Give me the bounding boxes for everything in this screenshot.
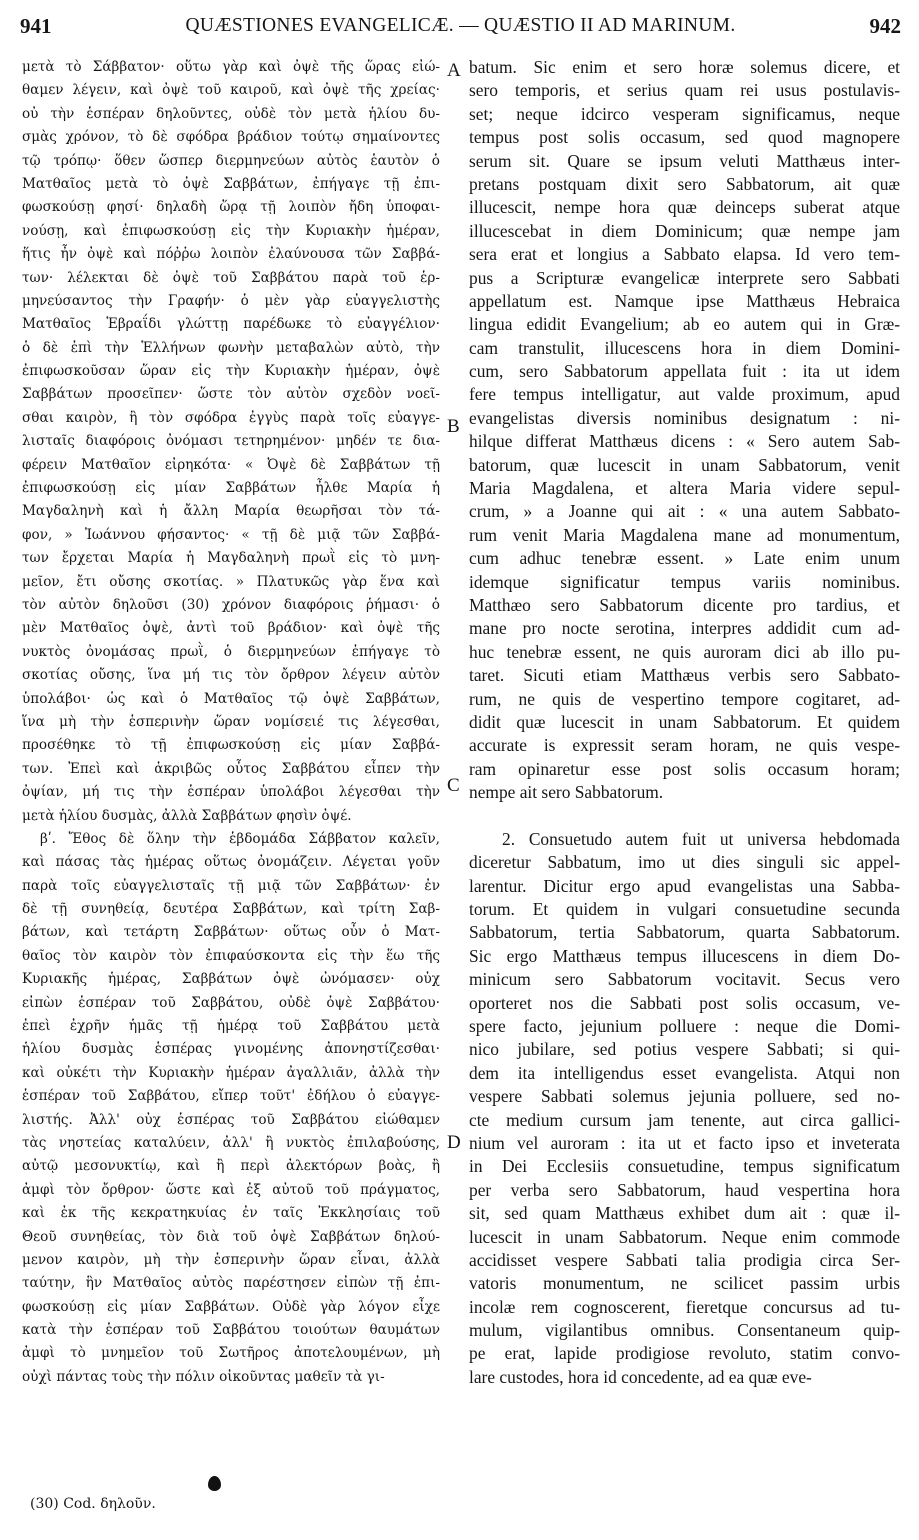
greek-text-line: λισταῖς διαφόροις ὀνόμασι τετηρημένον· μηδέν τε δια- [22, 433, 440, 450]
page-number-left: 941 [20, 14, 52, 38]
latin-text-line: pus a Scripturæ evangelicæ interprete sero Sabbati [469, 267, 900, 288]
latin-text-line: set; neque idcirco vesperam significamus, neque [469, 103, 900, 124]
latin-text-line: Sabbatorum, tertia Sabbatorum, quarta Sabbatorum. [469, 922, 900, 943]
latin-text-line: serum sit. Quare se ipsum veluti Matthæus inter- [469, 150, 900, 171]
greek-text-line: νυκτὸς ὀνομάσας πρωῒ, ὁ διερμηνεύων ἐπήγαγε τὸ [22, 643, 440, 660]
latin-text-line: dem ita intelligendus esset evangelista. Atqui non [469, 1062, 900, 1083]
greek-text-line: εἰπὼν ἑσπέραν τοῦ Σαββάτου, οὐδὲ ὀψὲ Σαββάτου· [22, 994, 440, 1011]
greek-text-line: τῷ τρόπῳ· ὅθεν ὥσπερ διερμηνεύων αὐτὸς ἑαυτὸν ὁ [22, 152, 440, 169]
greek-text-line: ἵνα μὴ τὴν ἑσπερινὴν ὥραν νομίσειέ τις λέγεσθαι, [22, 713, 440, 730]
greek-text-line: σμὰς χρόνον, τὸ δὲ σφόδρα βράδιον τούτῳ σημαίνοντες [22, 129, 440, 146]
greek-text-line: φέρειν Ματθαῖον εἰρηκότα· « Ὀψὲ δὲ Σαββάτων τῇ [22, 456, 440, 473]
greek-text-line: των. Ἐπεὶ καὶ ἀκριβῶς οὗτος Σαββάτου εἶπεν τὴν [22, 760, 440, 777]
latin-text-line: ram opinaretur esse post solis occasum horam; [469, 758, 900, 779]
greek-text-line: ὑπολάβοι· ὡς καὶ ὁ Ματθαῖος τῷ ὀψὲ Σαββάτων, [22, 690, 440, 707]
greek-text-line: ἀμφὶ τὸν ὄρθρον· ὥστε καὶ ἐξ αὐτοῦ τοῦ πράγματος, [22, 1181, 440, 1198]
latin-column [469, 56, 900, 1389]
greek-text-line: των ἔρχεται Μαρία ἡ Μαγδαληνὴ πρωῒ εἰς τὸ μνη- [22, 550, 440, 567]
latin-text-line: Matthæo sero Sabbatorum dicente pro tardius, et [469, 594, 900, 615]
greek-text-line: νούσῃ, καὶ ἐπιφωσκούσῃ εἰς τὴν Κυριακὴν ἡμέραν, [22, 222, 440, 239]
greek-text-line: Ματθαῖος Ἑβραΐδι γλώττῃ παρέδωκε τὸ εὐαγγέλιον· [22, 316, 440, 333]
latin-text-line: mulum, vigilantibus omnibus. Consentaneum quip- [469, 1320, 900, 1341]
greek-text-line: σθαι καιρὸν, ἢ τὸν σφόδρα ἐγγὺς παρὰ τοῖς εὐαγγε- [22, 409, 440, 426]
latin-text-line: lare custodes, hora id concedente, ad ea quæ eve- [469, 1366, 812, 1387]
greek-text-line: οὐ τὴν ἑσπέραν δηλοῦντες, οὐδὲ τὸν μετὰ ἡλίου δυ- [22, 105, 440, 122]
ink-blot [208, 1476, 221, 1491]
latin-text-line: idemque significatur tempus variis nominibus. [469, 571, 900, 592]
latin-text-line: huc tenebræ essent, ne quis auroram dici ab illo pu- [469, 641, 900, 662]
running-title: QUÆSTIONES EVANGELICÆ. — QUÆSTIO II AD MARINUM. [185, 15, 736, 36]
greek-text-line: λιστής. Ἀλλ' οὐχ ἑσπέρας τοῦ Σαββάτου εἰώθαμεν [22, 1111, 440, 1128]
greek-text-line: ἐπεὶ ἐχρῆν ἡμᾶς τῇ ἡμέρᾳ τοῦ Σαββάτου μετὰ [22, 1018, 440, 1035]
greek-text-line: Κυριακῆς ἡμέρας, Σαββάτων ὀψὲ ὠνόμασεν· οὐχ [22, 971, 440, 988]
latin-text-line: mane pro nocte serotina, interpres addidit cum ad- [469, 618, 900, 639]
latin-text-line: per verba sero Sabbatorum, haud vespertina hora [469, 1179, 900, 1200]
latin-text-line: crum, » a Joanne qui ait : « una autem Sabbato- [469, 501, 900, 522]
latin-text-line: lucescit in unam Sabbatorum. Neque enim commode [469, 1226, 900, 1247]
greek-text-line: παρὰ τοῖς εὐαγγελισταῖς τῇ μιᾷ τῶν Σαββάτων· ἐν [22, 877, 440, 894]
greek-text-line: Θεοῦ συνηθείας, τὸν διὰ τοῦ ὀψὲ Σαββάτων δηλού- [22, 1228, 440, 1245]
latin-text-line: Sic ergo Matthæus tempus illucescens in diem Do- [469, 945, 900, 966]
latin-text-line: lingua edidit Evangelium; ab eo autem qui in Græ- [469, 314, 900, 335]
greek-column [22, 56, 440, 1389]
page-header [20, 14, 901, 42]
greek-text-line: ὀψίαν, μή τις τὴν ἑσπέραν ὑπολάβοι λέγεσθαι τὴν [22, 784, 440, 801]
paragraph-gap [469, 805, 900, 828]
latin-text-line: illucescebat in diem Dominicum; quæ nempe jam [469, 220, 900, 241]
latin-text-line: illucescit, nempe hora quæ deinceps suberat atque [469, 197, 900, 218]
greek-text-line: οὐχὶ πάντας τοὺς τὴν πόλιν οἰκοῦντας μαθεῖν τὰ γι- [22, 1368, 385, 1385]
latin-text-line: pretans postquam dixit sero Sabbatorum, ait quæ [469, 173, 900, 194]
latin-text-line: didit quæ lucescit in unam Sabbatorum. Et quidem [469, 711, 900, 732]
latin-text-line: sera erat et longius a Sabbato elapsa. Id vero tem- [469, 244, 900, 265]
footnote: (30) Cod. δηλοῦν. [30, 1496, 156, 1512]
latin-text-line: cam transtulit, illucescens hora in diem Domini- [469, 337, 900, 358]
greek-text-line: καὶ ἐκ τῆς κεκρατηκυίας ἐν ταῖς Ἐκκλησίαις τοῦ [22, 1205, 440, 1222]
greek-text-line: φωσκούσῃ φησί· δηλαδὴ ὥρᾳ τῇ λοιπὸν ἤδη ὑποφαι- [22, 199, 440, 216]
greek-text-line: δὲ τῇ συνηθείᾳ, δευτέρα Σαββάτων, καὶ τρίτη Σαβ- [22, 901, 440, 918]
margin-letter-d: D [447, 1132, 461, 1153]
latin-text-line: cum adhuc tenebræ essent. » Late enim unum [469, 548, 900, 569]
margin-letter-b: B [447, 416, 460, 437]
greek-text-line: ἑσπέραν τοῦ Σαββάτου, εἴπερ τοῦτ' ἐδήλου ὁ εὐαγγε- [22, 1088, 440, 1105]
greek-text-line: καὶ πάσας τὰς ἡμέρας οὕτως ὀνομάζειν. Λέγεται γοῦν [22, 854, 440, 871]
latin-text-line: vespere Sabbati solemus jejunia polluere, sed no- [469, 1086, 900, 1107]
greek-text-line: ταύτην, ἣν Ματθαῖος αὐτὸς παρέστησεν εἰπὼν τῇ ἐπι- [22, 1275, 440, 1292]
greek-text-line: κατὰ τὴν ἑσπέραν τοῦ Σαββάτου τοιούτων θαυμάτων [22, 1322, 440, 1339]
greek-text-line: καὶ οὐκέτι τὴν Κυριακὴν ἡμέραν ἀγαλλιᾶν, ἀλλὰ τὴν [22, 1064, 440, 1081]
greek-text-line: μετὰ ἡλίου δυσμὰς, ἀλλὰ Σαββάτων φησὶν ὀψέ. [22, 807, 352, 824]
greek-text-line: τὰς νηστείας καταλύειν, ἀλλ' ἢ νυκτὸς ἐπιλαβούσης, [22, 1134, 440, 1151]
latin-text-line: spere facto, jejunium polluere : neque die Domi- [469, 1016, 900, 1037]
greek-text-line: των· λέλεκται δὲ ὀψὲ τοῦ Σαββάτου παρὰ τοῦ ἑρ- [22, 269, 440, 286]
latin-text-line: oporteret nos die Sabbati post solis occasum, ve- [469, 992, 900, 1013]
margin-letter-c: C [447, 775, 460, 796]
greek-text-line: ἀμφὶ τὸ μνημεῖον τοῦ Σωτῆρος ἀποτελουμένων, μὴ [22, 1345, 440, 1362]
greek-text-line: σκοτίας οὔσης, ἵνα μή τις τὸν ὄρθρον λέγειν αὐτὸν [22, 667, 440, 684]
latin-text-line: evangelistas diversis nominibus designatum : ni- [469, 407, 900, 428]
latin-text-line: appellatum est. Namque ipse Matthæus Hebraica [469, 290, 900, 311]
greek-text-line: μὲν Ματθαῖος ὀψὲ, ἀντὶ τοῦ βράδιον· καὶ ὀψὲ τῆς [22, 620, 440, 637]
latin-text-line: tempus post solis occasum, sed quod magnopere [469, 127, 900, 148]
margin-letter-a: A [447, 60, 461, 81]
greek-text-line: φον, » Ἰωάννου φήσαντος· « τῇ δὲ μιᾷ τῶν Σαββά- [22, 526, 440, 543]
greek-text-line: ὁ δὲ ἐπὶ τὴν Ἑλλήνων φωνὴν μεταβαλὼν αὐτὸ, τὴν [22, 339, 440, 356]
greek-text-line: θαῖος τὸν καιρὸν τὸν ἐπιφαύσκοντα εἰς τὴν ἕω τῆς [22, 947, 440, 964]
latin-text-line: sero temporis, et serius quam rei usus postulavis- [469, 80, 900, 101]
greek-text-line: μετὰ τὸ Σάββατον· οὕτω γὰρ καὶ ὀψὲ τῆς ὥρας εἰώ- [22, 59, 440, 75]
greek-text-line: θαμεν λέγειν, καὶ ὀψὲ τοῦ καιροῦ, καὶ ὀψὲ τῆς χρείας· [22, 82, 440, 99]
greek-text-line: μεῖον, ἔτι οὔσης σκοτίας. » Πλατυκῶς γὰρ ἕνα καὶ [22, 573, 440, 590]
greek-text-line: μηνεύσαντος τὴν Γραφήν· ὁ μὲν γὰρ εὐαγγελιστὴς [22, 292, 440, 309]
greek-text-line: ἐπιφωσκούσῃ εἰς μίαν Σαββάτων ἦλθε Μαρία ἡ [22, 480, 440, 497]
latin-text-line: accidisset vespere Sabbati talia prodigia circa Ser- [469, 1249, 900, 1270]
latin-text-line: pe erat, lapide prodigiose revoluto, statim convo- [469, 1343, 900, 1364]
greek-text-line: τὸν αὐτὸν δηλοῦσι (30) χρόνον διαφόροις ῥήμασι· ὁ [22, 596, 440, 613]
latin-text-line: incolæ rem cognoscerent, fieretque concursus ad tu- [469, 1296, 900, 1317]
latin-text-line: nempe ait sero Sabbatorum. [469, 782, 664, 803]
latin-text-line: rum venit Maria Magdalena mane ad monumentum, [469, 524, 900, 545]
latin-text-line: hilque differat Matthæus dicens : « Sero autem Sab- [469, 431, 900, 452]
latin-text-line: batum. Sic enim et sero horæ solemus dicere, et [469, 57, 900, 77]
latin-text-line: rum, ne quis de vespertino tempore cogitaret, ad- [469, 688, 900, 709]
latin-text-line: fere tempus intelligatur, aut valde proximum, apud [469, 384, 900, 405]
page-number-right: 942 [869, 14, 901, 38]
greek-text-line: αὐτῷ μεσονυκτίῳ, καὶ ἢ περὶ ἀλεκτόρων βοὰς, ἢ [22, 1158, 440, 1175]
greek-text-line: Ματθαῖος μετὰ τὸ ὀψὲ Σαββάτων, ἐπήγαγε τῇ ἐπι- [22, 175, 440, 192]
greek-text-line: βʹ. Ἔθος δὲ ὅλην τὴν ἑβδομάδα Σάββατον καλεῖν, [40, 830, 440, 847]
latin-text-line: sit, sed quam Matthæus exhibet dum ait : quæ il- [469, 1203, 900, 1224]
greek-text-line: ἐπιφωσκοῦσαν ὥραν εἰς τὴν Κυριακὴν ἡμέραν, ὀψὲ [22, 363, 440, 380]
latin-text-line: vatoris monumentum, ne scilicet passim urbis [469, 1273, 900, 1294]
latin-text-line: accurate is expressit seram horam, ne quis vespe- [469, 735, 900, 756]
greek-text-line: προσέθηκε τὸ τῇ ἐπιφωσκούσῃ εἰς μίαν Σαββά- [22, 737, 440, 754]
greek-text-line: Σαββάτων προσεῖπεν· ὥστε τὸν αὐτὸν σχεδὸν νοεῖ- [22, 386, 440, 403]
latin-text-line: nium vel auroram : ita ut et facto ipso et inveterata [469, 1132, 900, 1153]
greek-text-line: μενον καιρὸν, μὴ τὴν ἑσπερινὴν ὥραν εἶναι, ἀλλὰ [22, 1251, 440, 1268]
latin-text-line: 2. Consuetudo autem fuit ut universa hebdomada [502, 828, 900, 849]
greek-text-line: βάτων, καὶ τετάρτη Σαββάτων· οὕτως οὖν ὁ Ματ- [22, 924, 440, 941]
latin-text-line: diceretur Sabbatum, imo ut dies singuli sic appel- [469, 852, 900, 873]
greek-text-line: ἥτις ἦν ὀψὲ καὶ πόῤῥω λοιπὸν ἐλαύνουσα τῶν Σαββά- [22, 246, 440, 263]
latin-text-line: cum, sero Sabbatorum appellata fuit : ita ut idem [469, 361, 900, 382]
latin-text-line: larentur. Dicitur ergo apud evangelistas una Sabba- [469, 875, 900, 896]
latin-text-line: cte medium cursum jam tenente, aut circa gallici- [469, 1109, 900, 1130]
greek-text-line: φωσκούσῃ εἰς μίαν Σαββάτων. Οὐδὲ γὰρ λόγον εἶχε [22, 1298, 440, 1315]
latin-text-line: minicum sero Sabbatorum vocitavit. Secus vero [469, 969, 900, 990]
latin-text-line: Maria Magdalena, et altera Maria videre sepul- [469, 478, 900, 499]
latin-text-line: in Dei Ecclesiis consuetudine, tempus significatum [469, 1156, 900, 1177]
latin-text-line: batorum, quæ lucescit in unam Sabbatorum, venit [469, 454, 900, 475]
latin-text-line: torum. Et quidem in vulgari consuetudine secunda [469, 899, 900, 920]
latin-text-line: taret. Sicuti etiam Matthæus verbis sero Sabbato- [469, 665, 900, 686]
greek-text-line: Μαγδαληνὴ καὶ ἡ ἄλλη Μαρία θεωρῆσαι τὸν τά- [22, 503, 440, 520]
latin-text-line: nico jubilare, sed potius vespere Sabbati; si qui- [469, 1039, 900, 1060]
greek-text-line: ἡλίου δυσμὰς ἑσπέρας γινομένης ἀπονηστίζεσθαι· [22, 1041, 440, 1058]
